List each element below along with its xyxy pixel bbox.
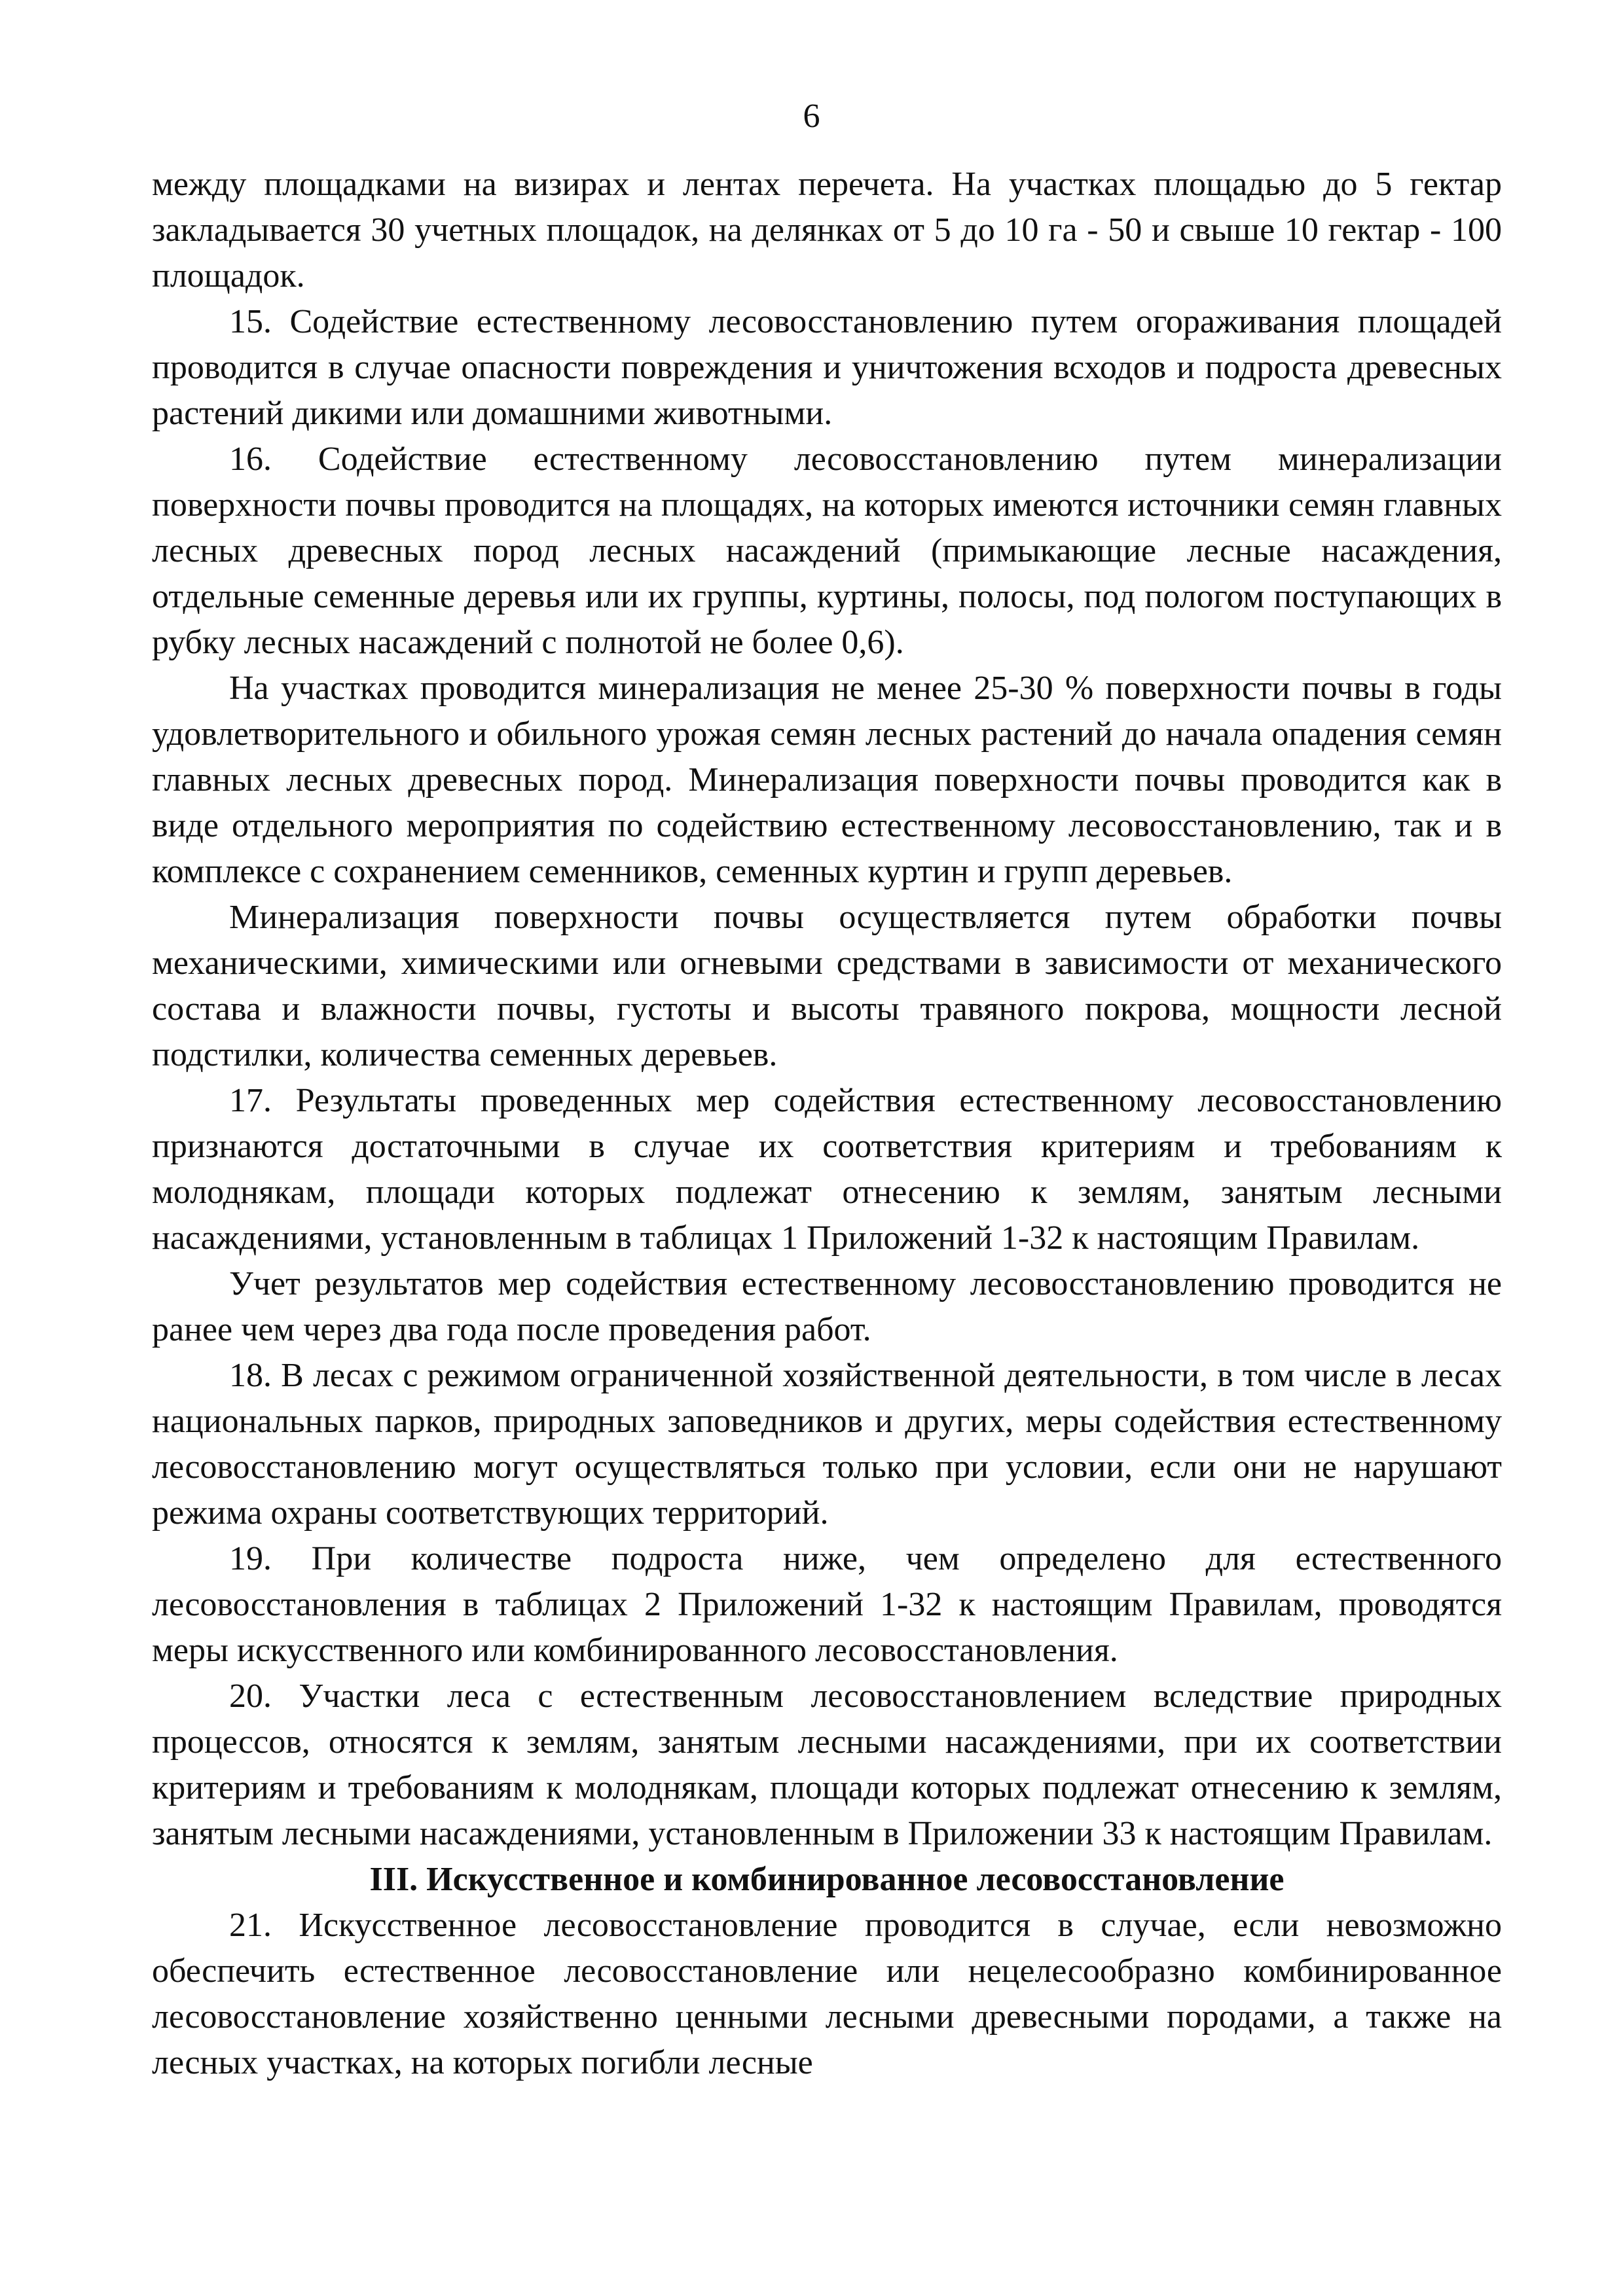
paragraph-mineralization-extent: На участках проводится минерализация не менее 25-30 % поверхности почвы в годы удовлетворительного и обильного урожая семян лесных растений до начала опадения семян главных лесных древесных пород. Минерализация поверхности почвы проводится как в виде отдельного мероприятия по содействию естественному лесовосстановлению, так и в комплексе с сохранением семенников, семенных куртин и групп деревьев.: [152, 670, 1502, 890]
paragraph-21: 21. Искусственное лесовосстановление проводится в случае, если невозможно обеспечить естественное лесовосстановление или нецелесообразно комбинированное лесовосстановление хозяйственно ценными лесными древесными породами, а также на лесных участках, на которых погибли лесные: [152, 1907, 1502, 2081]
paragraph-15: 15. Содействие естественному лесовосстановлению путем огораживания площадей проводится в случае опасности повреждения и уничтожения всходов и подроста древесных растений дикими или домашними животными.: [152, 303, 1502, 432]
paragraph-mineralization-methods: Минерализация поверхности почвы осуществляется путем обработки почвы механическими, химическими или огневыми средствами в зависимости от механического состава и влажности почвы, густоты и высоты травяного покрова, мощности лесной подстилки, количества семенных деревьев.: [152, 899, 1502, 1073]
paragraph-20: 20. Участки леса с естественным лесовосстановлением вследствие природных процессов, относятся к землям, занятым лесными насаждениями, при их соответствии критериям и требованиям к молоднякам, площади которых подлежат отнесению к землям, занятым лесными насаждениями, установленным в Приложении 33 к настоящим Правилам.: [152, 1677, 1502, 1852]
paragraph-16: 16. Содействие естественному лесовосстановлению путем минерализации поверхности почвы проводится на площадях, на которых имеются источники семян главных лесных древесных пород лесных насаждений (примыкающие лесные насаждения, отдельные семенные деревья или их группы, куртины, полосы, под пологом поступающих в рубку лесных насаждений с полнотой не более 0,6).: [152, 440, 1502, 661]
paragraph-18: 18. В лесах с режимом ограниченной хозяйственной деятельности, в том числе в лесах национальных парков, природных заповедников и других, меры содействия естественному лесовосстановлению могут осуществляться только при условии, если они не нарушают режима охраны соответствующих территорий.: [152, 1357, 1502, 1532]
paragraph-17: 17. Результаты проведенных мер содействия естественному лесовосстановлению признаются достаточными в случае их соответствия критериям и требованиям к молоднякам, площади которых подлежат отнесению к землям, занятым лесными насаждениями, установленным в таблицах 1 Приложений 1-32 к настоящим Правилам.: [152, 1082, 1502, 1257]
document-body: [152, 162, 1502, 2086]
page-number: 6: [803, 98, 820, 135]
paragraph-19: 19. При количестве подроста ниже, чем определено для естественного лесовосстановления в таблицах 2 Приложений 1-32 к настоящим Правилам, проводятся меры искусственного или комбинированного лесовосстановления.: [152, 1540, 1502, 1669]
section-heading: III. Искусственное и комбинированное лесовосстановление: [369, 1861, 1285, 1898]
paragraph-continuation: между площадками на визирах и лентах перечета. На участках площадью до 5 гектар закладывается 30 учетных площадок, на делянках от 5 до 10 га - 50 и свыше 10 гектар - 100 площадок.: [152, 166, 1502, 295]
paragraph-results-accounting: Учет результатов мер содействия естественному лесовосстановлению проводится не ранее чем через два года после проведения работ.: [152, 1265, 1502, 1348]
